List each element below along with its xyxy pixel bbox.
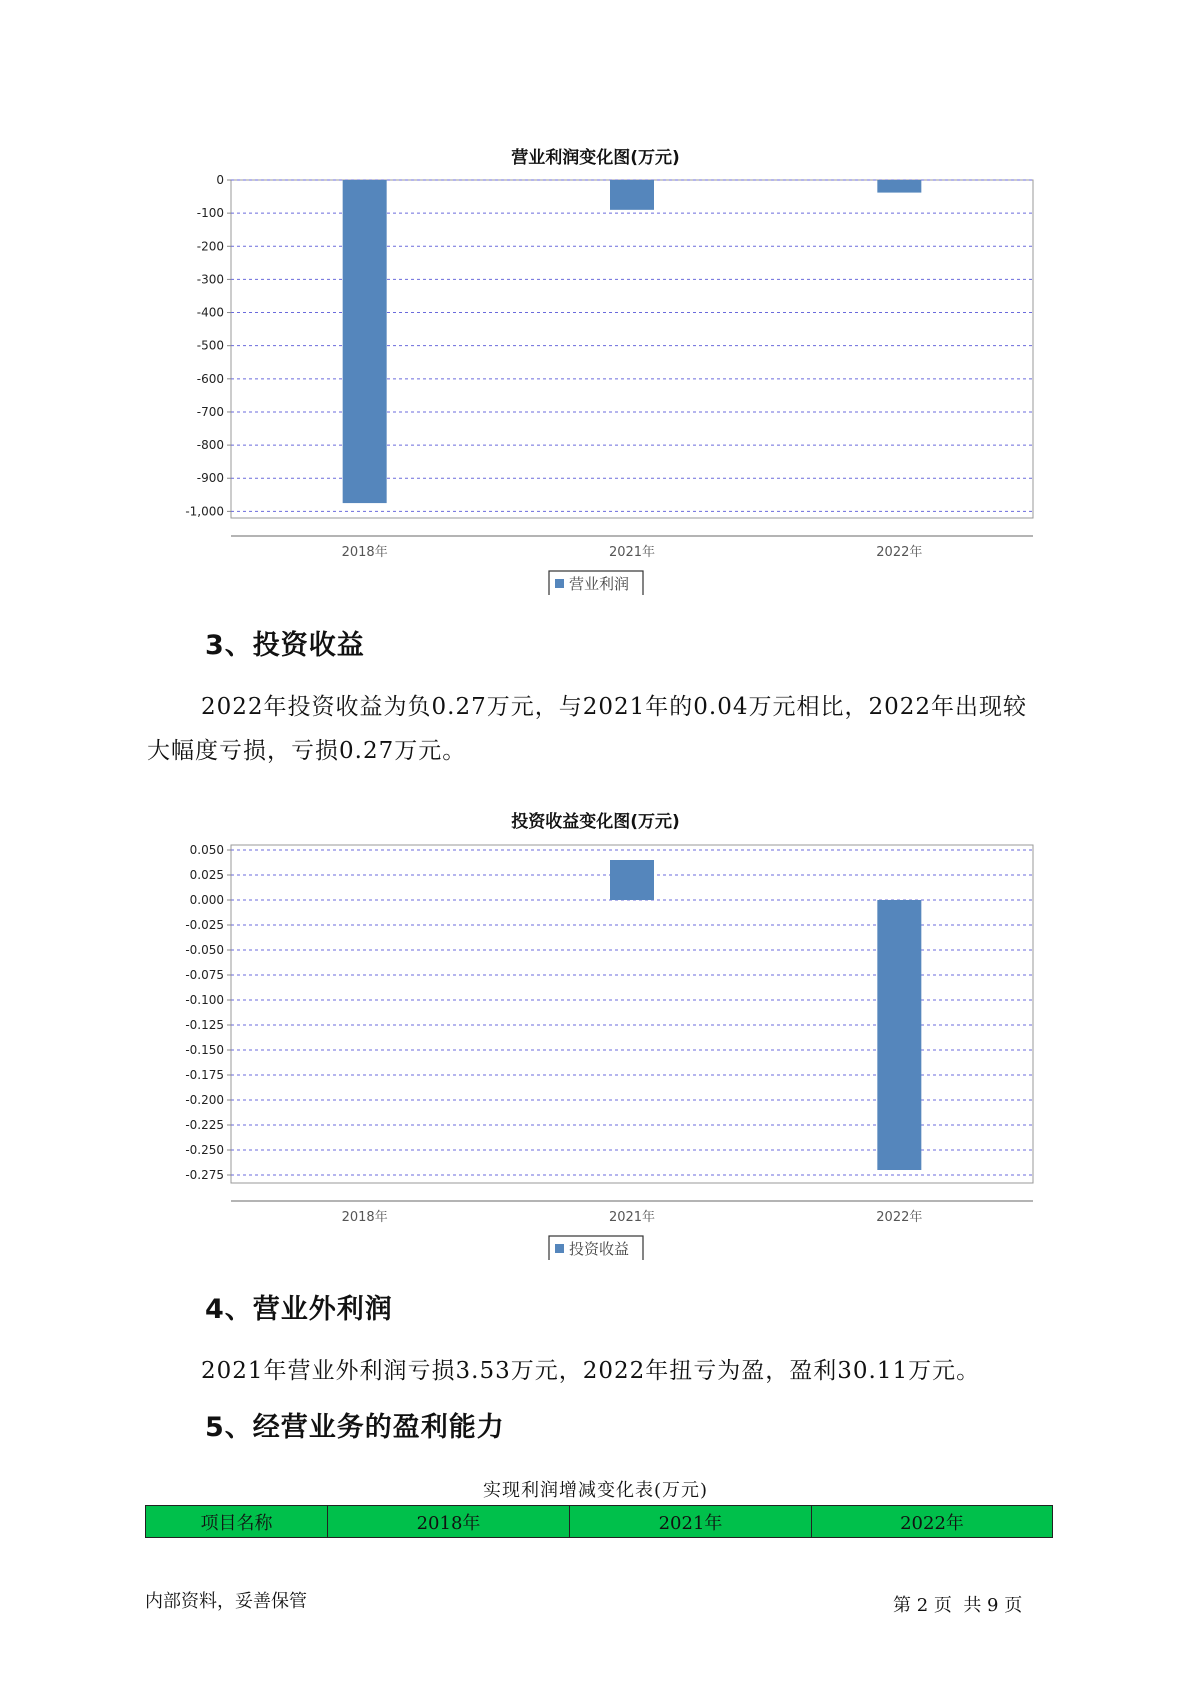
table-caption: 实现利润增减变化表(万元) xyxy=(482,1480,709,1501)
y-tick-label: -0.075 xyxy=(185,968,224,982)
y-tick-label: -500 xyxy=(196,338,224,353)
section-heading-non-operating-profit: 4、营业外利润 xyxy=(205,1294,393,1325)
y-tick-label: -0.250 xyxy=(185,1143,224,1157)
x-tick-label: 2022年 xyxy=(876,1210,923,1225)
y-tick-label: 0 xyxy=(216,175,224,187)
y-tick-label: -1,000 xyxy=(185,504,224,519)
bar-2021年 xyxy=(610,180,654,210)
y-tick-label: -300 xyxy=(196,272,224,287)
table-header-cell: 2018年 xyxy=(328,1506,570,1537)
y-tick-label: -700 xyxy=(196,404,224,419)
section-heading-investment-income: 3、投资收益 xyxy=(205,630,365,661)
y-tick-label: -800 xyxy=(196,438,224,453)
chart-title-operating-profit: 营业利润变化图(万元) xyxy=(511,148,680,168)
operating-profit-chart xyxy=(0,175,1191,599)
y-tick-label: 0.050 xyxy=(189,843,224,857)
x-tick-label: 2018年 xyxy=(341,545,388,560)
y-tick-label: -0.150 xyxy=(185,1043,224,1057)
y-tick-label: -0.125 xyxy=(185,1018,224,1032)
y-tick-label: -900 xyxy=(196,471,224,486)
y-tick-label: 0.025 xyxy=(189,868,224,882)
investment-income-paragraph: 2022年投资收益为负0.27万元，与2021年的0.04万元相比，2022年出现较大幅度亏损，亏损0.27万元。 xyxy=(147,694,1028,764)
footer-page-number: 第 2 页 共 9 页 xyxy=(893,1595,1023,1616)
legend-label: 投资收益 xyxy=(569,1240,630,1258)
legend-label: 营业利润 xyxy=(569,575,630,593)
y-tick-label: -0.175 xyxy=(185,1068,224,1082)
y-tick-label: -200 xyxy=(196,239,224,254)
table-header-cell: 项目名称 xyxy=(146,1506,328,1537)
section-heading-profitability: 5、经营业务的盈利能力 xyxy=(205,1412,505,1443)
bar-2021年 xyxy=(610,860,654,900)
y-tick-label: 0.000 xyxy=(189,893,224,907)
chart-title-investment-income: 投资收益变化图(万元) xyxy=(511,812,680,832)
x-tick-label: 2022年 xyxy=(876,545,923,560)
y-tick-label: -100 xyxy=(196,206,224,221)
y-tick-label: -0.050 xyxy=(185,943,224,957)
table-header-cell: 2022年 xyxy=(900,1512,964,1534)
non-operating-profit-paragraph: 2021年营业外利润亏损3.53万元，2022年扭亏为盈，盈利30.11万元。 xyxy=(201,1358,981,1384)
investment-income-chart xyxy=(0,840,1191,1264)
footer-confidential-note: 内部资料，妥善保管 xyxy=(145,1591,307,1612)
legend-swatch xyxy=(555,1244,564,1253)
bar-2018年 xyxy=(343,180,387,503)
bar-2022年 xyxy=(877,180,921,193)
y-tick-label: -0.100 xyxy=(185,993,224,1007)
y-tick-label: -0.025 xyxy=(185,918,224,932)
y-tick-label: -0.225 xyxy=(185,1118,224,1132)
legend-swatch xyxy=(555,579,564,588)
y-tick-label: -0.200 xyxy=(185,1093,224,1107)
y-tick-label: -600 xyxy=(196,371,224,386)
profit-change-table-header xyxy=(145,1505,1053,1538)
x-tick-label: 2021年 xyxy=(608,545,656,560)
x-tick-label: 2021年 xyxy=(608,1210,656,1225)
bar-2022年 xyxy=(877,900,921,1170)
table-header-cell: 2021年 xyxy=(570,1506,812,1537)
y-tick-label: -0.275 xyxy=(185,1168,224,1182)
x-tick-label: 2018年 xyxy=(341,1210,388,1225)
y-tick-label: -400 xyxy=(196,305,224,320)
